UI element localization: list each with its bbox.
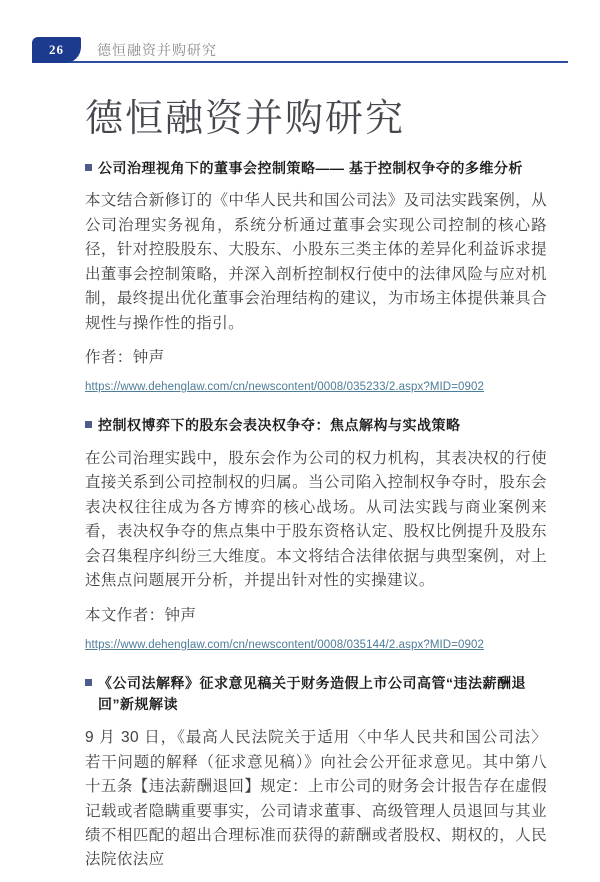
author-line: 作者：钟声 (85, 349, 165, 367)
section-body: 在公司治理实践中，股东会作为公司的权力机构，其表决权的行使直接关系到公司控制权的归属。当公司陷入控制权争夺时，股东会表决权往往成为各方博弈的核心战场。从司法实践与商业案例来看，表决权争夺的焦点集中于股东资格认定、股权比例提升及股东会召集程序纠纷三大维度。本文将结合法律依据与典型案例，对上述焦点问题展开分析，并提出针对性的实操建议。 (85, 449, 547, 590)
square-bullet-icon (85, 679, 92, 686)
content-column (85, 96, 547, 882)
author-line: 本文作者：钟声 (85, 606, 197, 624)
article-link[interactable]: https://www.dehenglaw.com/cn/newscontent/0008/035144/2.aspx?MID=0902 (85, 638, 485, 651)
section-heading-text: 《公司法解释》征求意见稿关于财务造假上市公司高管“违法薪酬退回”新规解读 (98, 674, 526, 713)
page-number: 26 (49, 42, 64, 57)
section-heading (85, 158, 547, 180)
page-title: 德恒融资并购研究 (85, 98, 406, 140)
page-number-badge (32, 37, 81, 63)
section-heading (85, 673, 547, 716)
section-body: 9 月 30 日，《最高人民法院关于适用〈中华人民共和国公司法〉若干问题的解释（征求意见稿）》向社会公开征求意见。其中第八十五条【违法薪酬退回】规定：上市公司的财务会计报告存在虚假记载或者隐瞒重要事实，公司请求董事、高级管理人员退回与其业绩不相匹配的超出合理标准而获得的薪酬或者股权、期权的，人民法院依法应 (85, 729, 547, 869)
section-body: 本文结合新修订的《中华人民共和国公司法》及司法实践案例，从公司治理实务视角，系统分析通过董事会实现公司控制的核心路径，针对控股股东、大股东、小股东三类主体的差异化利益诉求提出董事会控制策略，并深入剖析控制权行使中的法律风险与应对机制，最终提出优化董事会治理结构的建议，为市场主体提供兼具合规性与操作性的指引。 (85, 192, 547, 332)
square-bullet-icon (85, 421, 92, 428)
article-link[interactable]: https://www.dehenglaw.com/cn/newscontent/0008/035233/2.aspx?MID=0902 (85, 381, 485, 394)
running-header (32, 37, 568, 63)
section-heading-text: 控制权博弈下的股东会表决权争夺：焦点解构与实战策略 (98, 417, 461, 434)
header-doc-title: 德恒融资并购研究 (97, 42, 217, 58)
section-heading-text: 公司治理视角下的董事会控制策略—— 基于控制权争夺的多维分析 (98, 159, 523, 176)
header-rule (32, 61, 568, 63)
square-bullet-icon (85, 164, 92, 171)
section-heading (85, 415, 547, 437)
